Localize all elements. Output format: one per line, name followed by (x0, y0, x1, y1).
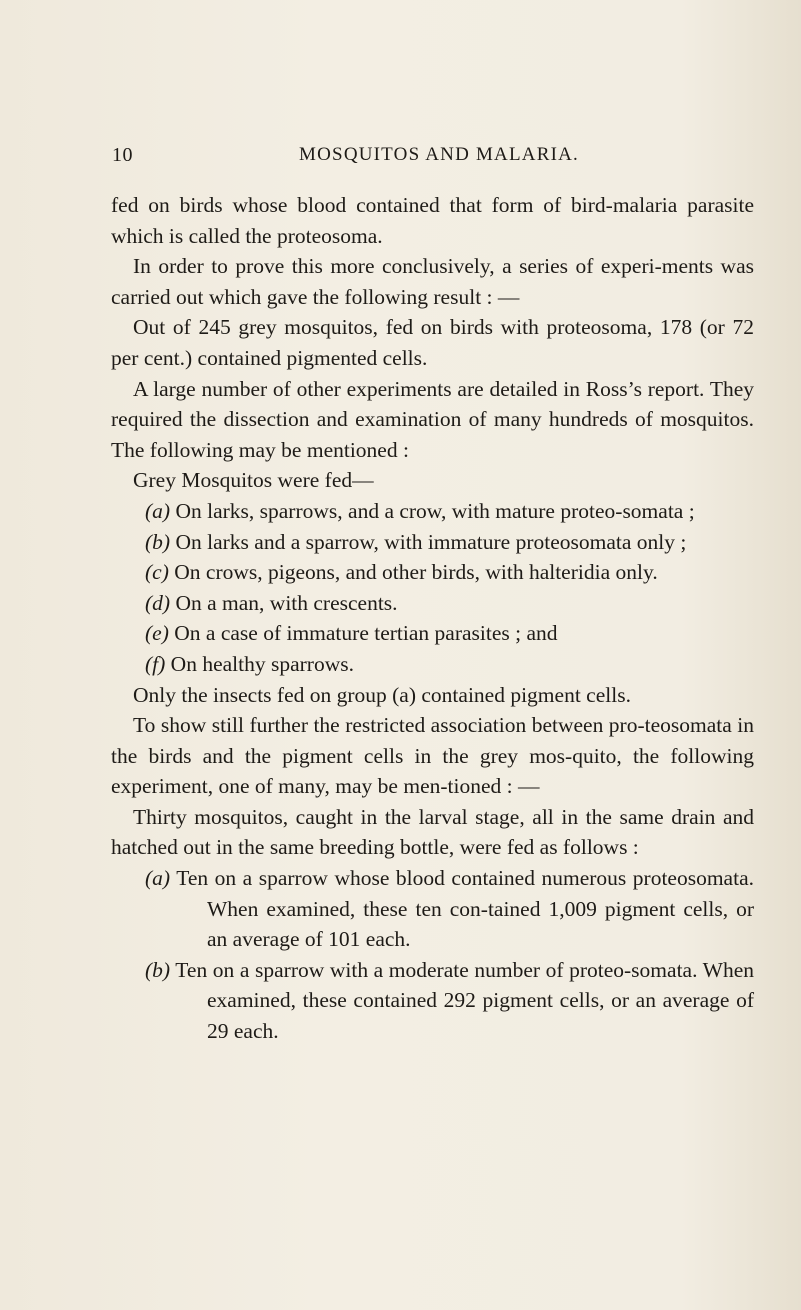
paragraph: fed on birds whose blood contained that form of bird-malaria parasite which is called the proteosoma. (111, 193, 754, 248)
list-item (111, 649, 754, 680)
paragraph: In order to prove this more conclusively, a series of experi-ments was carried out which gave the following result : — (111, 254, 754, 309)
list-text: On crows, pigeons, and other birds, with halteridia only. (174, 560, 658, 585)
page-header (112, 144, 746, 174)
list-feeding-groups (111, 496, 754, 680)
list-text: On a case of immature tertian parasites ; and (174, 621, 558, 646)
list-label: (b) (145, 957, 171, 982)
list-label: (d) (145, 590, 171, 615)
paragraph: Only the insects fed on group (a) contained pigment cells. (133, 682, 631, 707)
list-item (111, 557, 754, 588)
running-title: MOSQUITOS AND MALARIA. (299, 144, 579, 165)
list-text: Ten on a sparrow whose blood contained numerous proteosomata. When examined, these ten con-tained 1,009 pigment cells, or an average of 101 each. (176, 866, 754, 952)
list-label: (c) (145, 560, 169, 585)
list-label: (b) (145, 529, 171, 554)
list-item (111, 863, 754, 955)
list-text: Ten on a sparrow with a moderate number of proteo-somata. When examined, these contained 292 pigment cells, or an average of 29 each. (175, 957, 754, 1044)
paragraph: A large number of other experiments are detailed in Ross’s report. They required the dissection and examination of many hundreds of mosquitos. The following may be mentioned : (111, 376, 754, 462)
body-text (111, 190, 754, 1047)
paragraph: Thirty mosquitos, caught in the larval stage, all in the same drain and hatched out in the same breeding bottle, were fed as follows : (111, 804, 754, 860)
list-item (111, 588, 754, 619)
list-text: On healthy sparrows. (170, 651, 354, 676)
list-text: On larks, sparrows, and a crow, with mature proteo-somata ; (175, 498, 695, 523)
list-label: (f) (145, 651, 166, 676)
paragraph: Out of 245 grey mosquitos, fed on birds with proteosoma, 178 (or 72 per cent.) contained pigmented cells. (111, 315, 754, 370)
list-item (111, 496, 754, 527)
paragraph: Grey Mosquitos were fed— (133, 468, 374, 493)
list-experiment-results (111, 863, 754, 1047)
paragraph: To show still further the restricted association between pro-teosomata in the birds and the pigment cells in the grey mos-quito, the following experiment, one of many, may be men-tioned : — (111, 713, 754, 799)
list-item (111, 527, 754, 558)
list-item (111, 955, 754, 1047)
list-label: (e) (145, 621, 169, 646)
list-text: On a man, with crescents. (175, 590, 398, 615)
page-number: 10 (112, 144, 133, 166)
list-label: (a) (145, 866, 171, 891)
list-item (111, 618, 754, 649)
list-text: On larks and a sparrow, with immature proteosomata only ; (175, 529, 687, 554)
list-label: (a) (145, 498, 171, 523)
